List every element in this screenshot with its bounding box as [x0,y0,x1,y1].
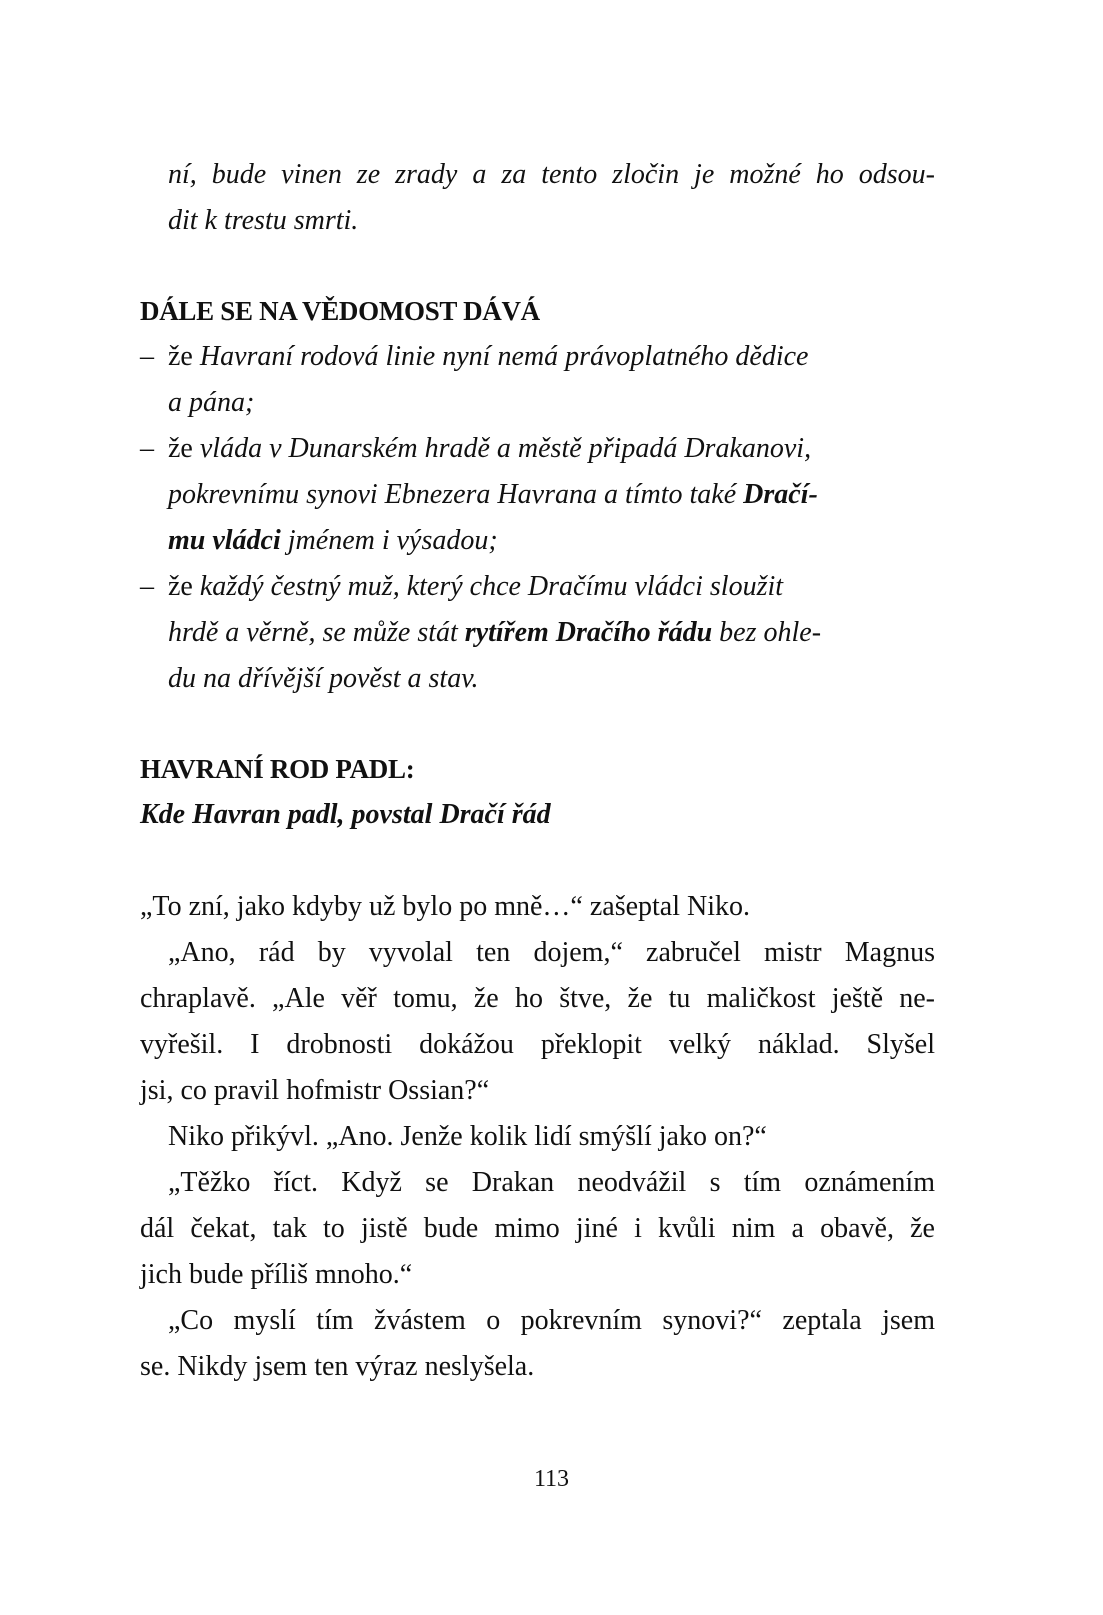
body-line-4: vyřešil. I drobnosti dokážou překlopit velký náklad. Slyšel [140,1029,935,1060]
list-item-2-line-3: mu vládci jménem i výsadou; [168,525,498,556]
section-heading-fallen: HAVRANÍ ROD PADL: [140,754,415,784]
body-line-8: dál čekat, tak to jistě bude mimo jiné i kvůli nim a obavě, že [140,1213,935,1244]
list-item-3-line-1: že každý čestný muž, který chce Dračímu vládci sloužit [168,571,784,602]
section-heading-notice: DÁLE SE NA VĚDOMOST DÁVÁ [140,296,540,326]
list-item-2-line-1: že vláda v Dunarském hradě a městě připadá Drakanovi, [168,433,812,464]
list-item-3-line-2: hrdě a věrně, se může stát rytířem Dračího řádu bez ohle- [168,617,822,648]
list-dash: – [140,433,154,464]
body-line-11: se. Nikdy jsem ten výraz neslyšela. [140,1351,535,1382]
list-item-2-line-2: pokrevnímu synovi Ebnezera Havrana a tímto také Dračí- [168,479,818,510]
list-item-1-line-2: a pána; [168,387,255,418]
body-line-9: jich bude příliš mnoho.“ [140,1259,413,1290]
body-line-7: „Těžko říct. Když se Drakan neodvážil s tím oznámením [168,1167,935,1198]
body-line-6: Niko přikývl. „Ano. Jenže kolik lidí smýšlí jako on?“ [168,1121,767,1152]
body-line-1: „To zní, jako kdyby už bylo po mně…“ zašeptal Niko. [140,891,750,922]
list-item-1-line-1: že Havraní rodová linie nyní nemá právoplatného dědice [168,341,809,372]
proclamation-line-1: ní, bude vinen ze zrady a za tento zločin je možné ho odsou- [168,159,935,190]
body-line-10: „Co myslí tím žvástem o pokrevním synovi?“ zeptala jsem [168,1305,935,1336]
body-line-5: jsi, co pravil hofmistr Ossian?“ [140,1075,490,1106]
list-item-3-line-3: du na dřívější pověst a stav. [168,663,479,694]
body-line-3: chraplavě. „Ale věř tomu, že ho štve, že tu maličkost ještě ne- [140,983,935,1014]
proclamation-line-2: dit k trestu smrti. [168,205,359,236]
list-dash: – [140,571,154,602]
page-number: 113 [533,1466,570,1492]
section-subheading: Kde Havran padl, povstal Dračí řád [140,799,551,830]
list-dash: – [140,341,154,372]
body-line-2: „Ano, rád by vyvolal ten dojem,“ zabručel mistr Magnus [168,937,935,968]
